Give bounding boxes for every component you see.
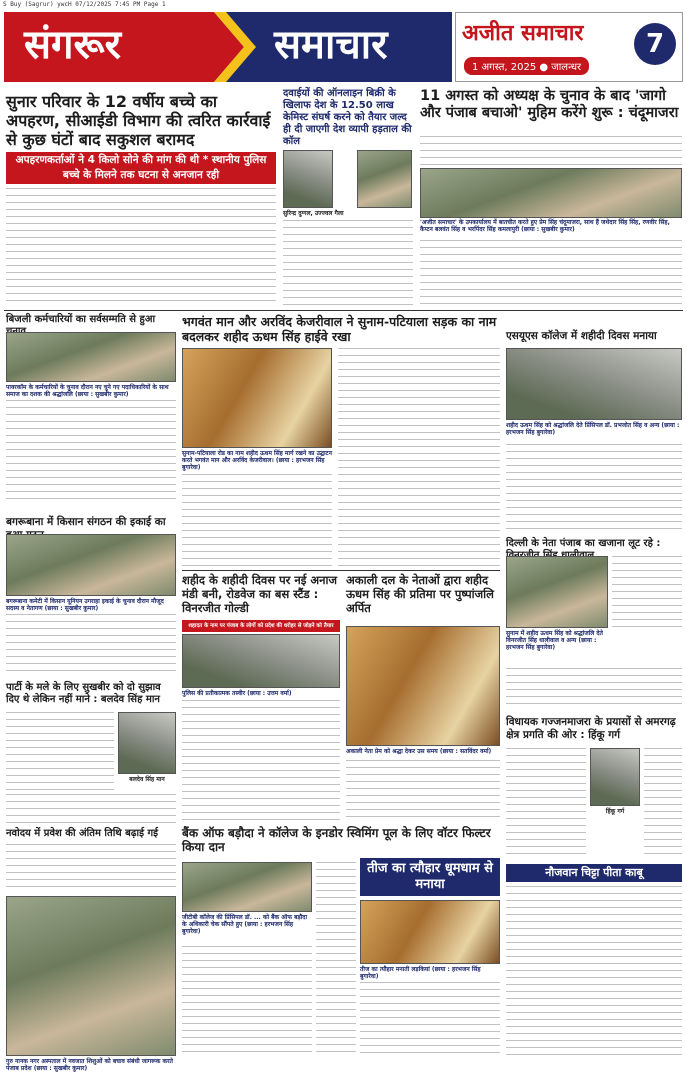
ajit-header (455, 12, 683, 82)
story2-caption: सुरिन्द्र दुग्गल, उज्ज्वल गैला (283, 210, 344, 217)
story16-body (506, 886, 682, 1056)
story10-body-right (612, 556, 682, 628)
story4-headline: बिजली कर्मचारियों का सर्वसम्मति से हुआ (6, 314, 156, 325)
story5-body-right (338, 348, 500, 566)
story8-caption: पुलिस की प्रतीकात्मक तस्वीर (छाया : उत्तम वर्मा) (182, 690, 292, 697)
story15-caption: हिंकू गर्ग (605, 808, 625, 815)
story2-photo-left (283, 150, 333, 208)
story1-body (6, 188, 276, 306)
story12-body (6, 844, 176, 892)
story10-body (506, 668, 682, 710)
story9-body (346, 760, 500, 820)
story9-caption: अकाली नेता प्रेम को श्रद्धा देकर उस समय (छाया : सतविंदर वर्मा) (346, 748, 492, 755)
story13-body (182, 946, 312, 1056)
story9-photo (346, 626, 500, 746)
bottom-left-caption: गुरु नानक नगर अस्पताल में नवजात शिशुओं को बचाव संबंधी जागरूक करते पंजाब प्रदेश (छाया : सुखबीर कुमार) (6, 1058, 173, 1072)
story10-headline: दिल्ली के नेता पंजाब का खजाना लूट रहे : (506, 538, 661, 549)
story11-caption: बलदेव सिंह मान (129, 776, 165, 783)
story5-headline: भगवंत मान और अरविंद केजरीवाल ने सुनाम-पटियाला सड़क का नाम बदलकर शहीद ऊधम सिंह हाईवे रखा (182, 314, 497, 344)
story7-body (6, 614, 176, 676)
story8-subhead: शहादत के नाम पर पंजाब के लोगों को प्रदेश की धरोहर से जोड़ने को तैयार (182, 620, 340, 632)
story6-photo (506, 348, 682, 420)
story7-photo (6, 534, 176, 596)
masthead (4, 12, 452, 82)
story3-photo (420, 168, 682, 218)
divider (4, 310, 683, 311)
story6-caption: शहीद ऊधम सिंह को श्रद्धांजलि देते प्रिंसिपल डॉ. प्रभजोत सिंह व अन्य (छाया : हरभजन सिंह बुगारेवा) (506, 422, 680, 436)
story13-body-right (316, 862, 356, 1056)
story3-body-top (420, 136, 682, 166)
story6-headline: एसयूएस कॉलेज में शहीदी दिवस मनाया (506, 330, 657, 342)
story9-headline: अकाली दल के नेताओं द्वारा शहीद ऊधम सिंह की प्रतिमा पर पुष्पांजलि अर्पित (346, 573, 494, 615)
story13-photo (182, 862, 312, 912)
story5-photo (182, 348, 332, 448)
story14-caption: तीज का त्यौहार मनाती लड़कियां (छाया : हरभजन सिंह बुगारेवा) (360, 966, 481, 980)
story10-photo (506, 556, 608, 628)
masthead-title-right: समाचार (274, 22, 388, 68)
story5-body-left (182, 474, 332, 566)
story4-body (6, 400, 176, 500)
story5-caption: सुनाम-पटियाला रोड का नाम शहीद ऊधम सिंह मार्ग रखने का उद्घाटन करते भगवंत मान और अरविंद केजरीवाल। (छाया : हरभजन सिंह बुगारेवा) (182, 450, 332, 471)
bottom-left-photo (6, 896, 176, 1056)
story14-body (360, 982, 500, 1058)
story4-caption: पावरकॉम के कर्मचारियों के चुनाव दौरान नए चुने गए पदाधिकारियों के साथ समाज का दशक की श्रद्धांजलि (छाया : सुखबीर कुमार) (6, 384, 169, 398)
story1-headline: सुनार परिवार के 12 वर्षीय बच्चे का अपहरण, सीआईडी विभाग की त्वरित कार्रवाई से कुछ घंटों बाद सकुशल बरामद (6, 92, 271, 150)
story10-caption: सुनाम में शहीद ऊधम सिंह को श्रद्धांजलि देते विनरजीत सिंह धालीवाल व अन्य (छाया : हरभजन सिंह बुगारेवा) (506, 630, 603, 651)
story2-body (283, 220, 413, 306)
story8-photo (182, 634, 340, 688)
story7-headline: बगरूबाना में किसान संगठन की इकाई का (6, 516, 166, 528)
page-number: 7 (634, 23, 676, 65)
story2-photo-right (357, 150, 412, 208)
story2-headline: दवाईयों की ऑनलाइन बिक्री के खिलाफ देश के 12.50 लाख केमिस्ट संघर्ष करने को तैयार जल्द ही दी जाएगी देश व्यापी हड़ताल की कॉल (283, 88, 412, 147)
story13-headline: बैंक ऑफ बड़ौदा ने कॉलेज के इनडोर स्विमिंग पूल के लिए वॉटर फिल्टर किया दान (182, 826, 491, 855)
story1-subhead: अपहरणकर्ताओं ने 4 किलो सोने की मांग की थी * स्थानीय पुलिस बच्चे के मिलने तक घटना से अनजान रही (6, 152, 276, 184)
story15-headline: विधायक गज्जनमाजरा के प्रयासों से अमरगढ़ क्षेत्र प्रगति की ओर : हिंकू गर्ग (506, 716, 676, 741)
story3-caption: 'अजीत समाचार' के उपकार्यालय में बातचीत करते हुए प्रेम सिंह चंदूमाजरा, साथ हैं जथेदार सिंह सिंह, रणवीर सिंह, कैप्टन बलवंत सिंह व भरपिंदर सिंह कमलापुरी (छाया : सुखबीर कुमार) (420, 219, 670, 233)
story6-body (506, 444, 682, 532)
story15-body-left (506, 748, 586, 858)
masthead-title-left: संगरूर (24, 22, 121, 68)
newspaper-name: अजीत समाचार (462, 21, 584, 46)
story13-caption: जीटीबी कॉलेज की प्रिंसिपल डॉ. ... को बैंक ऑफ बड़ौदा के अधिकारी चेक सौंपते हुए (छाया : हरभजन सिंह बुगारेवा) (182, 914, 308, 935)
story8-headline: शहीद के शहीदी दिवस पर नई अनाज मंडी बनी, रोडवेज का बस स्टैंड : विनरजीत गोल्डी (182, 573, 338, 615)
story8-body (182, 700, 340, 820)
story14-headline-box (360, 858, 500, 896)
story15-body-right (644, 748, 682, 858)
story11-photo (118, 712, 176, 774)
issue-date: 1 अगस्त, 2025 ● जालन्धर (464, 57, 589, 75)
print-info-line: S Buy (Sagrur) ywcH 07/12/2025 7:45 PM Page 1 (3, 1, 166, 8)
story7-caption: बगरूबाना कमेटी में किसान यूनियन उगराहा इकाई के चुनाव दौरान मौजूद सदस्य व नेतागण (छाया : सुखबीर कुमार) (6, 598, 164, 612)
story16-headline-box (506, 864, 682, 882)
story11-body-bottom (6, 794, 176, 824)
story12-headline: नवोदय में प्रवेश की अंतिम तिथि बढ़ाई गई (6, 828, 159, 839)
story16-headline: नौजवान चिट्टा पीता काबू (545, 866, 643, 879)
story14-photo (360, 900, 500, 964)
story15-photo (590, 748, 640, 806)
story3-headline: 11 अगस्त को अध्यक्ष के चुनाव के बाद 'जागो और पंजाब बचाओ' मुहिम करेंगे शुरू : चंदूमाजरा (420, 88, 679, 122)
story14-headline: तीज का त्यौहार धूमधाम से मनाया (367, 861, 493, 892)
divider (182, 570, 500, 571)
story11-headline: पार्टी के मले के लिए सुखबीर को दो सुझाव दिए थे लेकिन नहीं माने : बलदेव सिंह मान (6, 682, 161, 705)
story3-body (420, 240, 682, 306)
story11-body (6, 712, 114, 792)
story4-photo (6, 332, 176, 382)
